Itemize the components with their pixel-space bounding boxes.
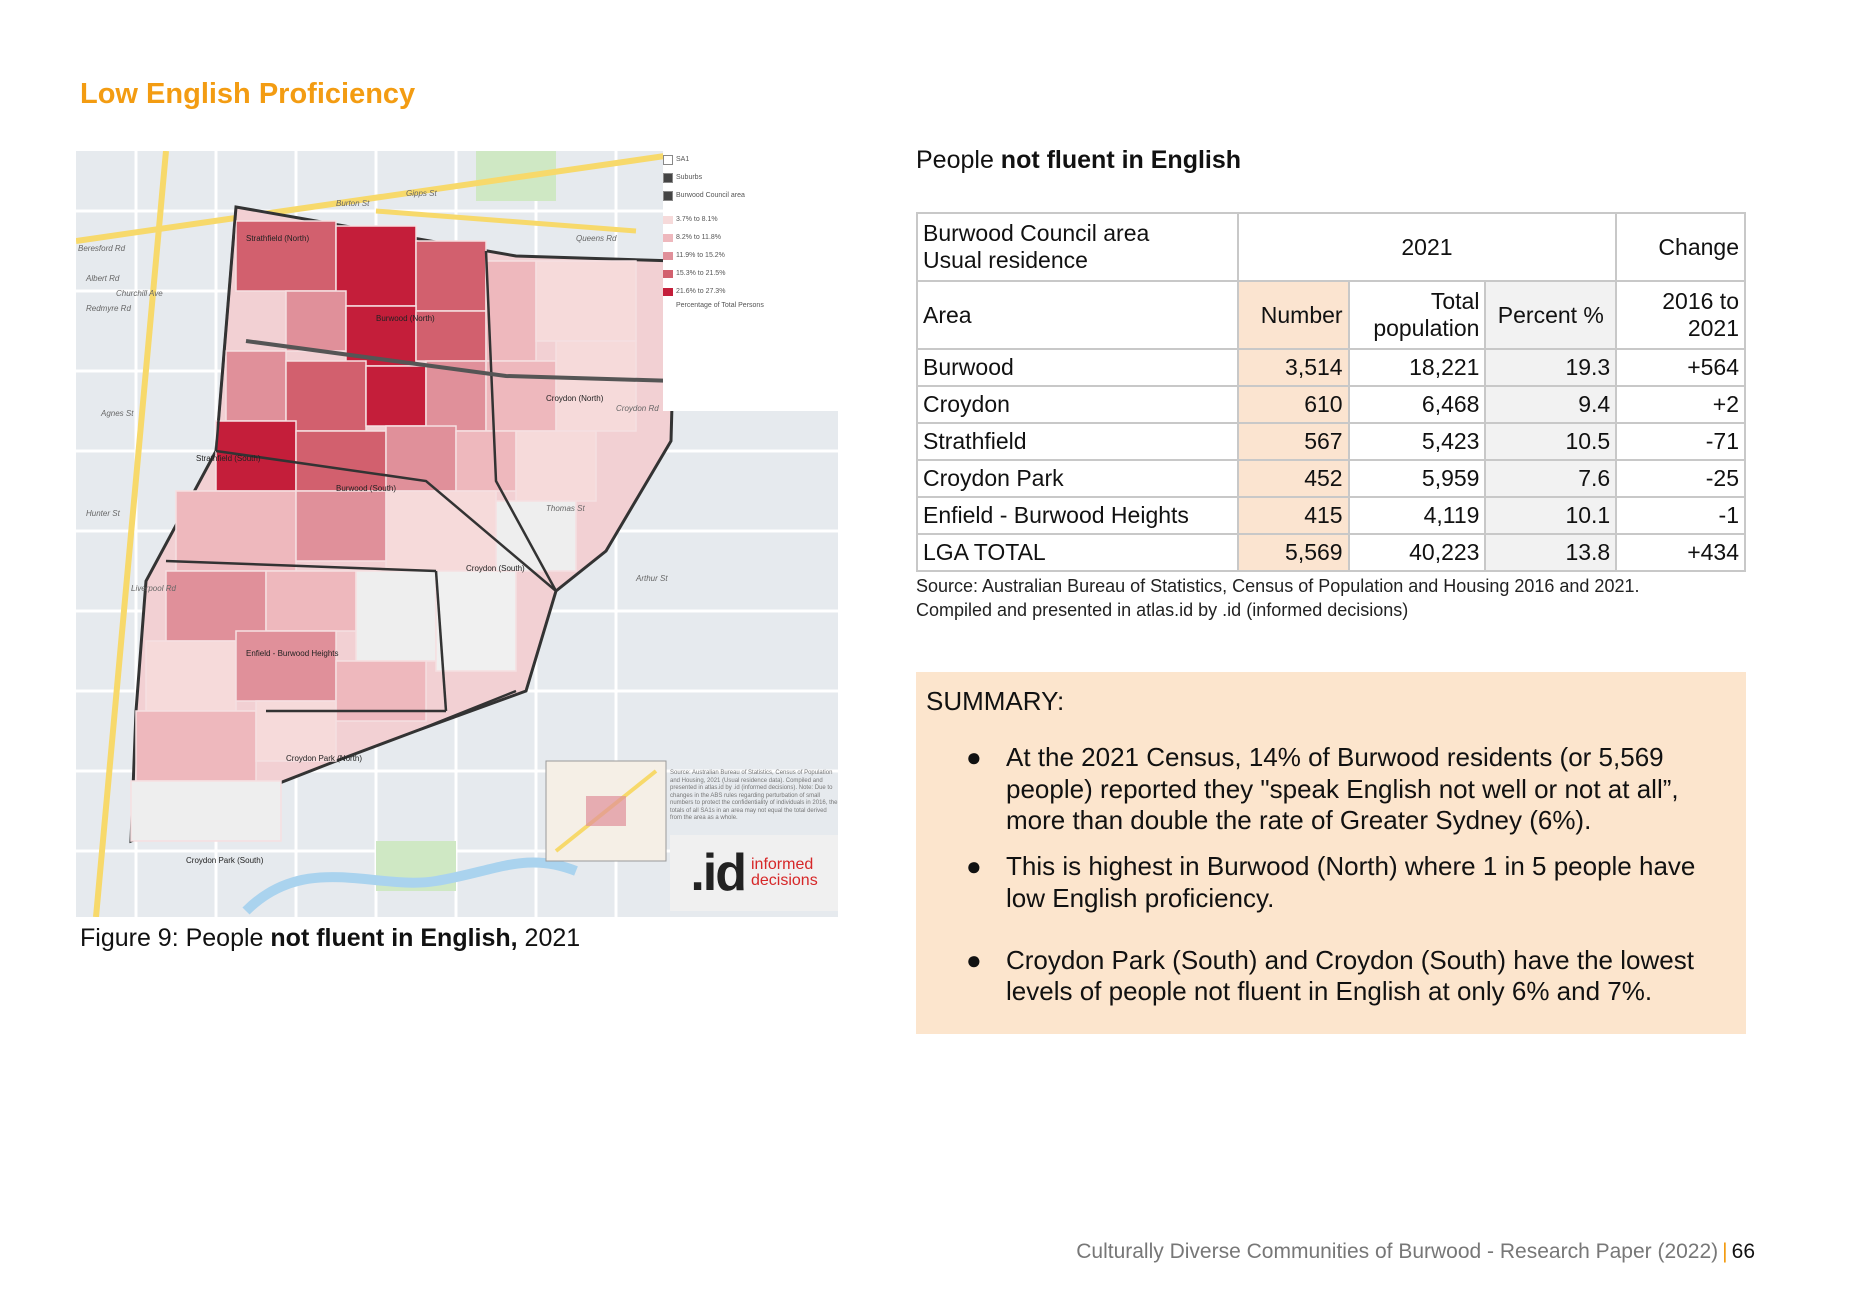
table-title-bold: not fluent in English [1000, 146, 1242, 174]
table-title [916, 146, 1241, 175]
map-label-enfield: Enfield - Burwood Heights [246, 649, 339, 658]
cell-percent: 13.8 [1485, 534, 1616, 571]
legend-range-label: 11.9% to 15.2% [676, 252, 725, 260]
header-text: 2016 to [1662, 288, 1739, 314]
cell-area: Croydon [917, 386, 1238, 423]
data-table [916, 212, 1746, 572]
map-street-label: Liverpool Rd [131, 584, 176, 593]
header-percent: Percent % [1485, 281, 1616, 349]
legend-swatch [663, 252, 673, 260]
cell-area: Enfield - Burwood Heights [917, 497, 1238, 534]
bullet-icon: ● [966, 944, 982, 975]
header-area: Area [917, 281, 1238, 349]
legend-layer-suburbs[interactable] [663, 169, 838, 187]
legend-layer-council[interactable] [663, 187, 838, 205]
table-source [916, 575, 1639, 623]
footer-text: Culturally Diverse Communities of Burwood - Research Paper (2022) [1076, 1240, 1719, 1263]
legend-layer-label: Suburbs [676, 174, 703, 182]
section-heading: Low English Proficiency [80, 78, 416, 110]
legend-layer-sa1[interactable] [663, 151, 838, 169]
legend-range [663, 283, 838, 301]
header-change-period [1616, 281, 1745, 349]
table-total-row [917, 534, 1745, 571]
legend-swatch [663, 288, 673, 296]
cell-total: 4,119 [1349, 497, 1486, 534]
map-label-croydon-south: Croydon (South) [466, 564, 525, 573]
cell-percent: 9.4 [1485, 386, 1616, 423]
header-text: 2021 [1687, 315, 1739, 341]
cell-number: 3,514 [1238, 349, 1349, 386]
header-text: Usual residence [923, 247, 1088, 273]
summary-bullet-text: This is highest in Burwood (North) where 1 in 5 people have low English proficiency. [1006, 851, 1696, 913]
caption-bold: not fluent in English, [270, 924, 518, 952]
cell-total: 5,423 [1349, 423, 1486, 460]
checkbox-icon[interactable] [663, 173, 673, 183]
cell-percent: 19.3 [1485, 349, 1616, 386]
legend-range-label: 8.2% to 11.8% [676, 234, 722, 242]
legend-swatch [663, 234, 673, 242]
legend-range-label: 21.6% to 27.3% [676, 288, 726, 296]
header-year: 2021 [1238, 213, 1617, 281]
cell-number: 5,569 [1238, 534, 1349, 571]
page-number: 66 [1731, 1240, 1755, 1263]
cell-total: 5,959 [1349, 460, 1486, 497]
map-street-label: Queens Rd [576, 234, 617, 243]
id-logo [670, 835, 838, 911]
map-label-strathfield-north: Strathfield (North) [246, 234, 310, 243]
map-street-label: Albert Rd [86, 274, 120, 283]
map-label-strathfield-south: Strathfield (South) [196, 454, 261, 463]
cell-area: Strathfield [917, 423, 1238, 460]
map-street-label: Churchill Ave [116, 289, 163, 298]
cell-area: Burwood [917, 349, 1238, 386]
summary-title: SUMMARY: [926, 686, 1065, 716]
map-street-label: Arthur St [636, 574, 668, 583]
legend-range-label: 3.7% to 8.1% [676, 216, 718, 224]
table-subheader-row [917, 281, 1745, 349]
cell-area: Croydon Park [917, 460, 1238, 497]
caption-suffix: 2021 [517, 924, 581, 952]
logo-text [751, 857, 818, 889]
legend-layer-label: SA1 [676, 156, 690, 164]
summary-bullet [966, 851, 1726, 914]
logo-text-line: decisions [750, 872, 818, 889]
summary-bullet-text: Croydon Park (South) and Croydon (South) have the lowest levels of people not fluent in English at only 6% and 7%. [1006, 944, 1694, 1007]
legend-note: Percentage of Total Persons [676, 302, 764, 309]
map-street-label: Redmyre Rd [86, 304, 131, 313]
summary-box [916, 672, 1746, 1034]
map-street-label: Agnes St [101, 409, 134, 418]
map-label-croydon-park-south: Croydon Park (South) [186, 856, 264, 865]
header-area-group [917, 213, 1238, 281]
page-footer [1076, 1240, 1755, 1264]
map-street-label: Burton St [336, 199, 370, 208]
map-street-label: Thomas St [546, 504, 585, 513]
source-line: Compiled and presented in atlas.id by .id (informed decisions) [916, 599, 1409, 620]
map-street-label: Beresford Rd [78, 244, 126, 253]
table-header-row [917, 213, 1745, 281]
cell-change: +2 [1616, 386, 1745, 423]
cell-percent: 7.6 [1485, 460, 1616, 497]
summary-bullet [966, 945, 1726, 1008]
summary-bullet [966, 742, 1726, 837]
legend-range [663, 211, 838, 229]
table-title-prefix: People [916, 146, 1001, 174]
cell-percent: 10.1 [1485, 497, 1616, 534]
logo-text-line: informed [750, 856, 814, 873]
summary-list [966, 742, 1726, 1022]
cell-area: LGA TOTAL [917, 534, 1238, 571]
cell-number: 415 [1238, 497, 1349, 534]
header-text: Total [1430, 288, 1480, 314]
logo-mark: .id [690, 844, 745, 902]
legend-range [663, 229, 838, 247]
legend-range [663, 247, 838, 265]
map-source-note: Source: Australian Bureau of Statistics, Census of Population and Housing, 2021 (Usual residence data). Compiled and presented in atlas.id by .id (informed decisions). Note: Due to changes in the ABS rules regarding perturbation of small numbers to protect the confidentiality of individuals in 2016, the totals of all SA1s in an area may not equal the total derived from the area as a whole. [670, 770, 838, 821]
map-street-label: Hunter St [86, 509, 120, 518]
cell-change: +564 [1616, 349, 1745, 386]
cell-number: 567 [1238, 423, 1349, 460]
cell-change: -25 [1616, 460, 1745, 497]
table-row [917, 460, 1745, 497]
header-total [1349, 281, 1486, 349]
map-label-croydon-park-north: Croydon Park (North) [286, 754, 363, 763]
map-label-croydon-north: Croydon (North) [546, 394, 604, 403]
cell-total: 40,223 [1349, 534, 1486, 571]
table-row [917, 497, 1745, 534]
cell-percent: 10.5 [1485, 423, 1616, 460]
figure-caption [80, 924, 580, 953]
map-street-label: Croydon Rd [616, 404, 659, 413]
legend-range [663, 265, 838, 283]
cell-change: -71 [1616, 423, 1745, 460]
header-text: population [1373, 315, 1480, 341]
cell-number: 452 [1238, 460, 1349, 497]
header-text: Burwood Council area [923, 220, 1150, 246]
checkbox-icon[interactable] [663, 191, 673, 201]
map-legend [663, 151, 838, 411]
map-street-label: Gipps St [406, 189, 437, 198]
cell-change: -1 [1616, 497, 1745, 534]
legend-range-label: 15.3% to 21.5% [676, 270, 726, 278]
cell-change: +434 [1616, 534, 1745, 571]
summary-bullet-text: At the 2021 Census, 14% of Burwood residents (or 5,569 people) reported they "speak English not well or not at all”, more than double the rate of Greater Sydney (6%). [1006, 742, 1679, 836]
cell-total: 18,221 [1349, 349, 1486, 386]
checkbox-icon[interactable] [663, 155, 673, 165]
legend-swatch [663, 216, 673, 224]
legend-layer-label: Burwood Council area [676, 192, 745, 200]
legend-swatch [663, 270, 673, 278]
map-label-burwood-north: Burwood (North) [376, 314, 435, 323]
bullet-icon: ● [966, 851, 982, 882]
source-line: Source: Australian Bureau of Statistics, Census of Population and Housing 2016 and 2021. [916, 576, 1640, 596]
table-row [917, 386, 1745, 423]
header-number: Number [1238, 281, 1349, 349]
table-row [917, 349, 1745, 386]
bullet-icon: ● [966, 742, 982, 772]
cell-total: 6,468 [1349, 386, 1486, 423]
caption-prefix: Figure 9: People [80, 924, 271, 952]
cell-number: 610 [1238, 386, 1349, 423]
table-row [917, 423, 1745, 460]
header-change: Change [1616, 213, 1745, 281]
footer-separator: | [1722, 1240, 1728, 1263]
map-label-burwood-south: Burwood (South) [336, 484, 397, 493]
